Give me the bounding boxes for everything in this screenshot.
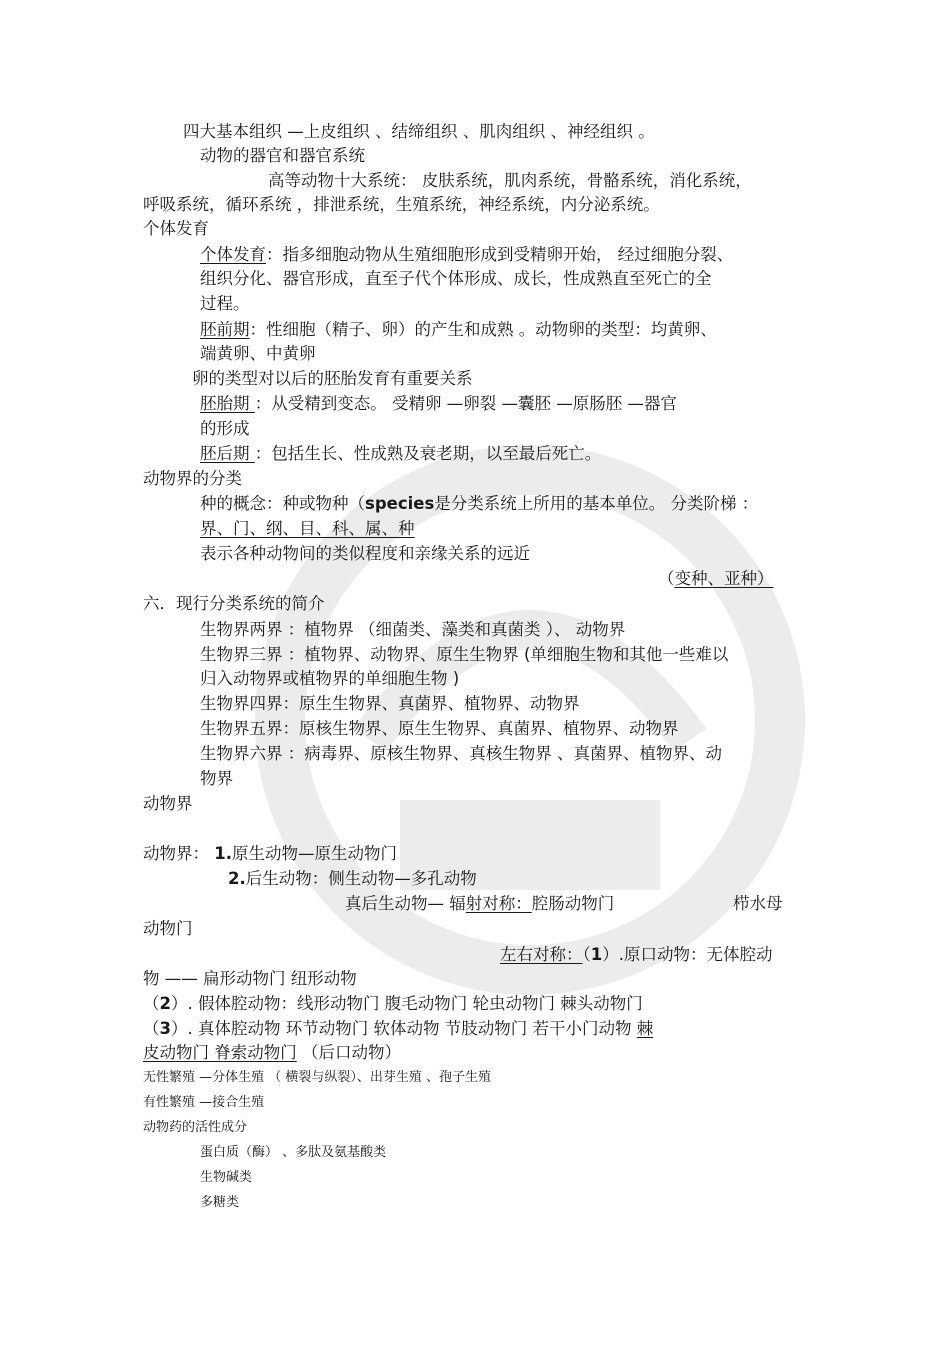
line-development-cont: 组织分化、器官形成，直至子代个体形成、成长，性成熟直至死亡的全: [200, 269, 712, 288]
line-preembryo: [200, 319, 717, 341]
text-paren: （: [658, 569, 675, 588]
heading-organs: 动物的器官和器官系统: [200, 146, 365, 165]
term-echinodermata-chordata: 皮动物门 脊索动物门: [143, 1043, 297, 1062]
line-ranks: 界、门、纲、目、科、属、种: [200, 519, 415, 538]
heading-classification: 动物界的分类: [143, 469, 242, 488]
text-paren-1: （: [582, 945, 591, 964]
term-postembryo: 胚后期: [200, 444, 255, 463]
line-metazoa: [228, 868, 477, 890]
text-preembryo: ：性细胞（精子、卵）的产生和成熟 。动物卵的类型：均黄卵、: [249, 320, 717, 339]
text-coelomate: ）. 真体腔动物 环节动物门 软体动物 节肢动物门 若干小门动物: [170, 1019, 637, 1038]
line-ctenophora-cont: 动物门: [143, 919, 193, 938]
text-postembryo: ：包括生长、性成熟及衰老期，以至最后死亡。: [254, 444, 602, 463]
line-protozoa: [143, 843, 397, 865]
text-eumetazoa: 真后生动物— 辐: [345, 894, 466, 913]
line-deuterostome: [143, 1042, 401, 1064]
list-item-protein: 蛋白质（酶） 、多肽及氨基酸类: [200, 1145, 387, 1160]
text-cnidaria: 腔肠动物门: [531, 894, 615, 913]
heading-development: 个体发育: [143, 219, 209, 238]
term-embryo: 胚胎期: [200, 394, 255, 413]
line-three-kingdoms-cont: 归入动物界或植物界的单细胞生物 ): [200, 669, 460, 688]
line-embryo-cont: 的形成: [200, 419, 250, 438]
text-species-a: 种的概念：种或物种（: [200, 494, 365, 513]
term-development: 个体发育: [200, 245, 266, 264]
heading-systems: 六．现行分类系统的简介: [143, 594, 325, 613]
line-five-kingdoms: 生物界五界：原核生物界、原生生物界、真菌界、植物界、动物界: [200, 719, 679, 738]
term-species: species: [365, 494, 435, 513]
text-protostome: ）.原口动物：无体腔动: [602, 945, 773, 964]
line-ctenophora: 栉水母: [733, 894, 783, 913]
text-development-def: ：指多细胞动物从生殖细胞形成到受精卵开始， 经过细胞分裂、: [266, 245, 734, 264]
line-postembryo: [200, 443, 601, 465]
line-sexual: 有性繁殖 —接合生殖: [143, 1095, 265, 1110]
line-acoelomate: 物 —— 扁形动物门 纽形动物: [143, 969, 357, 988]
text-pseudocoelomate: ）. 假体腔动物：线形动物门 腹毛动物门 轮虫动物门 棘头动物门: [170, 994, 643, 1013]
num-1: 1.: [214, 844, 232, 863]
list-item-alkaloid: 生物碱类: [200, 1170, 253, 1185]
text-paren-3: （: [143, 1019, 160, 1038]
list-item-polysaccharide: 多糖类: [200, 1195, 240, 1210]
line-asexual: 无性繁殖 —分体生殖 （ 横裂与纵裂）、出芽生殖 、孢子生殖: [143, 1070, 492, 1085]
line-bilateral: [500, 944, 772, 966]
line-six-kingdoms-cont: 物界: [200, 769, 233, 788]
text-deuterostome: （后口动物）: [296, 1043, 401, 1062]
line-development-def: [200, 244, 733, 266]
line-six-kingdoms: 生物界六界 ：病毒界、原核生物界、真核生物界 、真菌界、植物界、动: [200, 744, 722, 763]
num-b1: 1: [590, 945, 603, 964]
line-pseudocoelomate: [143, 993, 643, 1015]
heading-animal-kingdom: 动物界: [143, 794, 193, 813]
text-paren-2: （: [143, 994, 160, 1013]
line-embryo: [200, 393, 677, 415]
line-species: [200, 493, 758, 515]
line-eumetazoa: [345, 893, 614, 915]
line-three-kingdoms: 生物界三界 ：植物界、动物界、原生生物界 (单细胞生物和其他一些难以: [200, 645, 729, 664]
term-bilateral: 左右对称：: [500, 945, 583, 964]
line-development-end: 过程。: [200, 294, 250, 313]
line-egg-importance: 卵的类型对以后的胚胎发育有重要关系: [192, 369, 473, 388]
text-animal-kingdom: 动物界：: [143, 844, 215, 863]
num-b2: 2: [159, 994, 171, 1013]
line-four-kingdoms: 生物界四界：原生生物界、真菌界、植物界、动物界: [200, 694, 580, 713]
num-2: 2.: [228, 869, 246, 888]
text-embryo: ：从受精到变态。 受精卵 —卵裂 —囊胚 —原肠胚 —器官: [254, 394, 677, 413]
term-subspecies: 变种、亚种）: [674, 569, 774, 588]
term-radial: 射对称：: [465, 894, 532, 913]
text-protozoa: 原生动物—原生动物门: [232, 844, 397, 863]
text-metazoa: 后生动物：侧生动物—多孔动物: [245, 869, 477, 888]
line-four-tissues: 四大基本组织 —上皮组织 、结缔组织 、肌肉组织 、神经组织 。: [183, 122, 655, 141]
line-ten-systems: 高等动物十大系统： 皮肤系统，肌肉系统，骨骼系统，消化系统，: [268, 171, 752, 190]
heading-active-ingredients: 动物药的活性成分: [143, 1120, 248, 1135]
line-egg-types: 端黄卵、中黄卵: [200, 344, 316, 363]
text-species-c: 是分类系统上所用的基本单位。 分类阶梯 ：: [434, 494, 759, 513]
line-coelomate: [143, 1018, 653, 1040]
line-subspecies: [658, 568, 774, 590]
term-echino: 棘: [636, 1019, 654, 1038]
line-ranks-meaning: 表示各种动物间的类似程度和亲缘关系的远近: [200, 544, 530, 563]
line-ten-systems-cont: 呼吸系统，循环系统 ，排泄系统，生殖系统，神经系统，内分泌系统。: [143, 195, 660, 214]
line-two-kingdoms: 生物界两界 ：植物界 （细菌类、藻类和真菌类 ）、 动物界: [200, 620, 626, 639]
term-preembryo: 胚前期: [200, 320, 250, 339]
num-b3: 3: [159, 1019, 171, 1038]
